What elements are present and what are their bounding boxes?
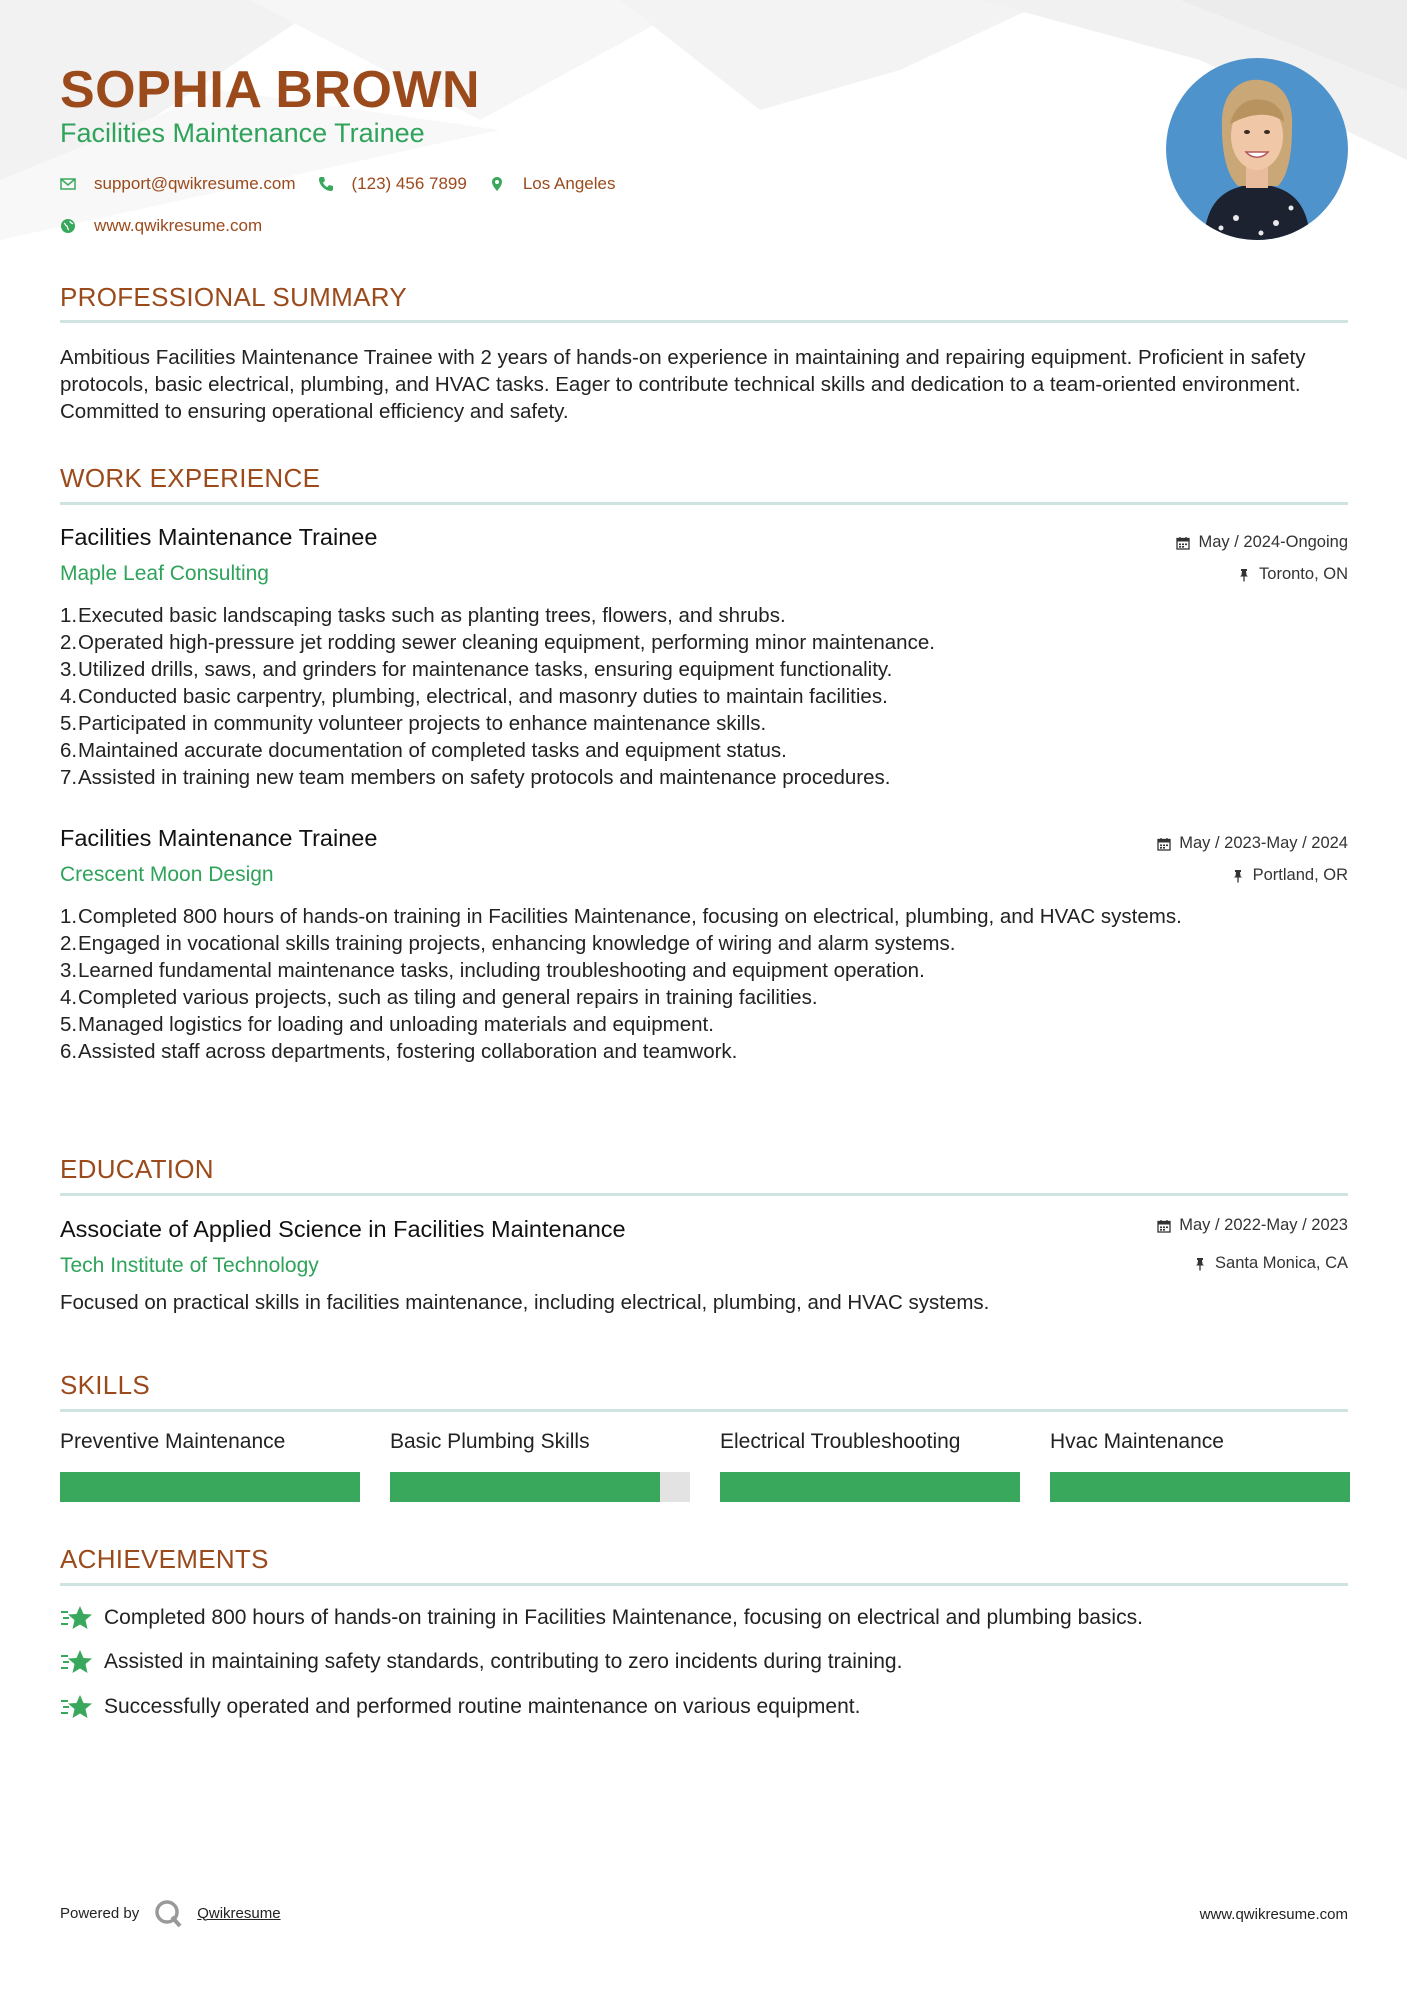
achievement-text: Successfully operated and performed routine maintenance on various equipment. — [104, 1695, 861, 1718]
contact-row — [60, 174, 637, 194]
skill-label: Electrical Troubleshooting — [720, 1430, 961, 1453]
resume-page — [60, 0, 1348, 1990]
education-divider — [60, 1193, 1348, 1196]
education-description: Focused on practical skills in facilities maintenance, including electrical, plumbing, and HVAC systems. — [60, 1291, 990, 1314]
job-dates — [1176, 533, 1348, 552]
company-name: Crescent Moon Design — [60, 863, 274, 886]
footer-website[interactable]: www.qwikresume.com — [1199, 1906, 1348, 1923]
summary-heading: PROFESSIONAL SUMMARY — [60, 282, 407, 312]
school-name: Tech Institute of Technology — [60, 1254, 319, 1277]
degree-title: Associate of Applied Science in Facilities Maintenance — [60, 1216, 626, 1242]
job-title: Facilities Maintenance Trainee — [60, 524, 378, 550]
achievement-item — [60, 1604, 1143, 1632]
list-item: 5. Managed logistics for loading and unloading materials and equipment. — [60, 1013, 714, 1036]
candidate-name: SOPHIA BROWN — [60, 61, 481, 119]
email-item[interactable] — [60, 174, 296, 194]
skill-bar-fill — [1050, 1472, 1350, 1502]
education-dates — [1157, 1216, 1348, 1235]
calendar-icon — [1157, 1219, 1171, 1233]
website-item[interactable] — [60, 216, 262, 236]
skill-label: Preventive Maintenance — [60, 1430, 286, 1453]
skill-label: Hvac Maintenance — [1050, 1430, 1224, 1453]
skills-heading: SKILLS — [60, 1370, 150, 1400]
list-item: 6. Assisted staff across departments, fostering collaboration and teamwork. — [60, 1040, 738, 1063]
summary-text: Ambitious Facilities Maintenance Trainee with 2 years of hands-on experience in maintaining and repairing equipment. Proficient in safety protocols, basic electrical, plumbing, and HVAC tasks. Eager to contribute technical skills and dedication to a team-oriented environment. Committed to ensuring operational efficiency and safety. — [60, 346, 1306, 423]
list-item: 1. Completed 800 hours of hands-on training in Facilities Maintenance, focusing on electrical, plumbing, and HVAC systems. — [60, 905, 1182, 928]
job-location — [1237, 565, 1348, 584]
phone-text: (123) 456 7899 — [351, 174, 467, 193]
globe-icon — [60, 218, 76, 234]
list-item: 3. Learned fundamental maintenance tasks, including troubleshooting and equipment operation. — [60, 959, 925, 982]
skills-divider — [60, 1409, 1348, 1412]
job-dates — [1157, 834, 1348, 853]
skill-bar-fill — [720, 1472, 1020, 1502]
list-item: 4. Completed various projects, such as tiling and general repairs in training facilities. — [60, 986, 818, 1009]
education-location-text: Santa Monica, CA — [1215, 1254, 1348, 1272]
achievement-item — [60, 1648, 902, 1676]
company-name: Maple Leaf Consulting — [60, 562, 269, 585]
candidate-role: Facilities Maintenance Trainee — [60, 118, 425, 148]
education-heading: EDUCATION — [60, 1154, 214, 1184]
achievements-heading: ACHIEVEMENTS — [60, 1544, 269, 1574]
location-text: Los Angeles — [522, 174, 616, 193]
envelope-icon — [60, 176, 76, 192]
pushpin-icon — [1231, 869, 1245, 883]
skill-label: Basic Plumbing Skills — [390, 1430, 590, 1453]
achievement-item — [60, 1693, 860, 1721]
skill-bar — [390, 1472, 690, 1502]
website-text: www.qwikresume.com — [94, 216, 263, 235]
job-title: Facilities Maintenance Trainee — [60, 825, 378, 851]
achievements-divider — [60, 1583, 1348, 1586]
job-duties-list — [60, 903, 1348, 1065]
job-duties-list — [60, 602, 1348, 791]
skill-bar-fill — [60, 1472, 360, 1502]
list-item: 3. Utilized drills, saws, and grinders for maintenance tasks, ensuring equipment functionality. — [60, 658, 893, 681]
location-item — [489, 174, 616, 194]
experience-divider — [60, 502, 1348, 505]
list-item: 2. Operated high-pressure jet rodding sewer cleaning equipment, performing minor maintenance. — [60, 631, 935, 654]
map-pin-icon — [489, 176, 505, 192]
qwikresume-link[interactable]: Qwikresume — [197, 1904, 281, 1922]
phone-item[interactable] — [318, 174, 467, 194]
skill-bar — [720, 1472, 1020, 1502]
experience-heading: WORK EXPERIENCE — [60, 463, 321, 493]
skill-item — [720, 1430, 1020, 1502]
list-item: 2. Engaged in vocational skills training projects, enhancing knowledge of wiring and alarm systems. — [60, 932, 956, 955]
calendar-icon — [1157, 837, 1171, 851]
skill-item — [1050, 1430, 1350, 1502]
profile-photo — [1166, 58, 1348, 240]
footer-powered-by — [60, 1898, 281, 1928]
pushpin-icon — [1193, 1257, 1207, 1271]
job-location-text: Toronto, ON — [1259, 565, 1348, 583]
powered-by-text: Powered by — [60, 1904, 140, 1922]
achievement-text: Assisted in maintaining safety standards, contributing to zero incidents during training. — [104, 1650, 903, 1673]
star-icon — [60, 1693, 94, 1721]
skill-bar — [1050, 1472, 1350, 1502]
job-location — [1231, 866, 1348, 885]
job-location-text: Portland, OR — [1252, 866, 1348, 884]
skill-bar — [60, 1472, 360, 1502]
skill-item — [60, 1430, 360, 1502]
qwikresume-logo-icon — [153, 1898, 183, 1928]
achievement-text: Completed 800 hours of hands-on training in Facilities Maintenance, focusing on electrical and plumbing basics. — [104, 1606, 1143, 1629]
list-item: 1. Executed basic landscaping tasks such as planting trees, flowers, and shrubs. — [60, 604, 786, 627]
list-item: 7. Assisted in training new team members on safety protocols and maintenance procedures. — [60, 766, 891, 789]
website-row — [60, 216, 284, 236]
list-item: 4. Conducted basic carpentry, plumbing, electrical, and masonry duties to maintain facilities. — [60, 685, 888, 708]
calendar-icon — [1176, 536, 1190, 550]
email-text: support@qwikresume.com — [94, 174, 296, 193]
list-item: 5. Participated in community volunteer projects to enhance maintenance skills. — [60, 712, 767, 735]
summary-divider — [60, 320, 1348, 323]
phone-icon — [318, 176, 334, 192]
star-icon — [60, 1648, 94, 1676]
education-location — [1193, 1254, 1348, 1273]
job-dates-text: May / 2024-Ongoing — [1198, 533, 1348, 551]
skill-item — [390, 1430, 690, 1502]
education-dates-text: May / 2022-May / 2023 — [1179, 1216, 1348, 1234]
pushpin-icon — [1237, 568, 1251, 582]
list-item: 6. Maintained accurate documentation of completed tasks and equipment status. — [60, 739, 787, 762]
star-icon — [60, 1604, 94, 1632]
skill-bar-fill — [390, 1472, 660, 1502]
job-dates-text: May / 2023-May / 2024 — [1179, 834, 1348, 852]
